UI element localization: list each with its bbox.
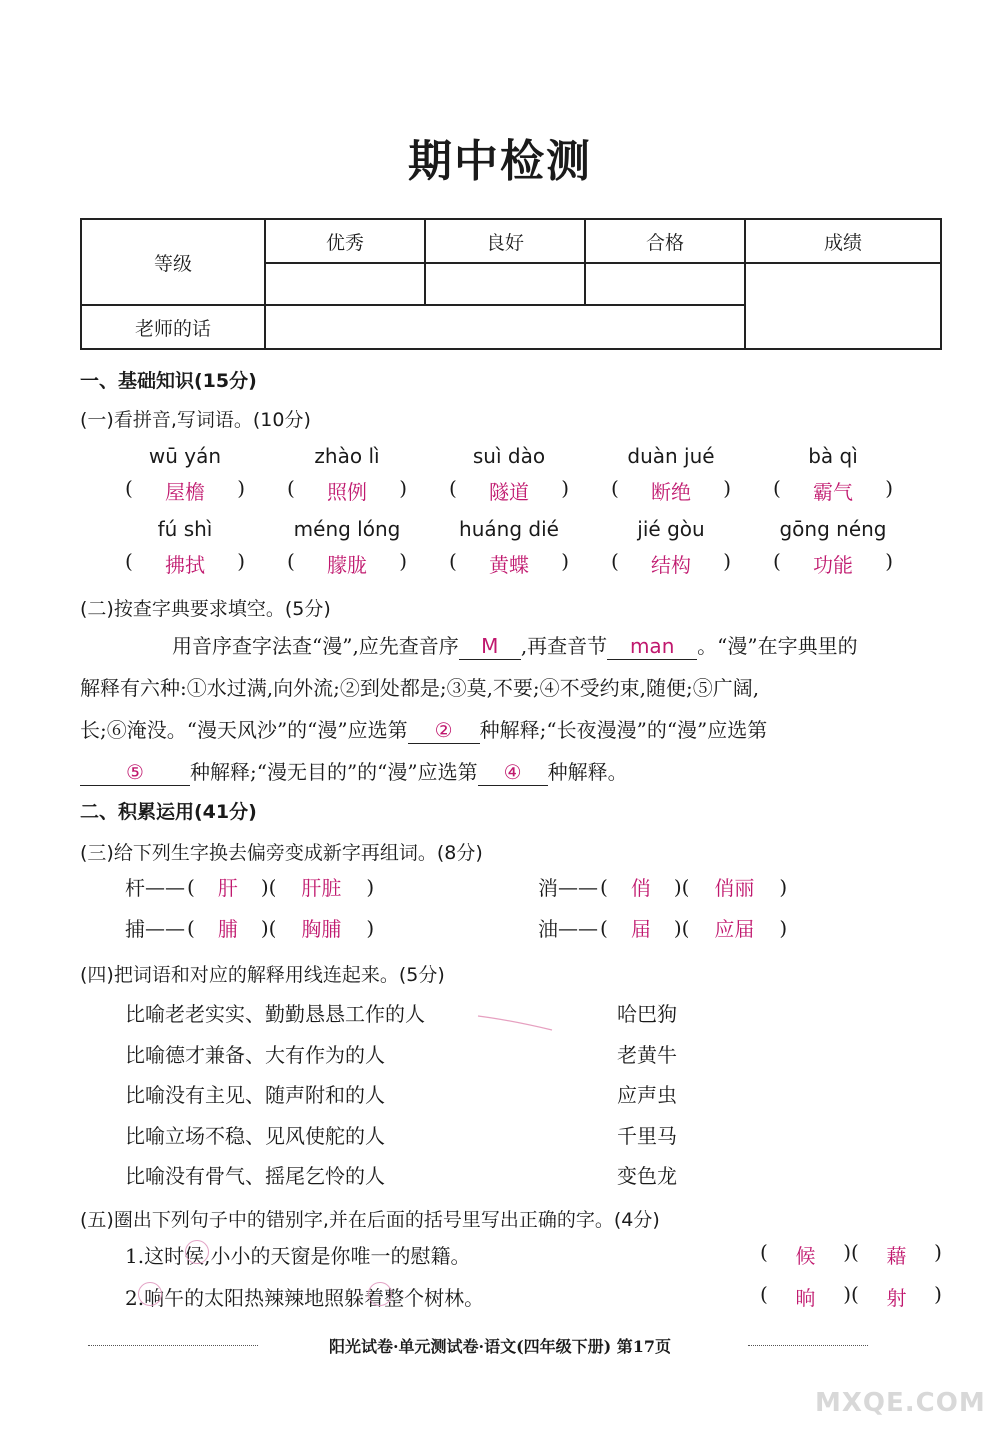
- typo-sentence-0: 1.这时侯,小小的天窗是你唯一的慰籍。: [125, 1244, 471, 1268]
- pinyin-row1-2: suì dào: [472, 444, 546, 468]
- written-word[interactable]: 拂拭: [165, 553, 205, 577]
- pinyin-row2-3: jié gòu: [637, 517, 705, 541]
- word-4[interactable]: 变色龙: [617, 1164, 677, 1188]
- pinyin-row2-4: gōng néng: [779, 517, 887, 541]
- pinyin-row1-4: bà qì: [808, 444, 858, 468]
- open-paren: (: [760, 1240, 768, 1264]
- q2-text-3a: 长;⑥淹没。“漫天风沙”的“漫”应选第: [80, 718, 408, 742]
- close-paren: ): [366, 874, 375, 899]
- q2-text-1a: 用音序查字法查“漫”,应先查音序: [172, 634, 459, 658]
- written-word[interactable]: 断绝: [651, 480, 691, 504]
- open-paren: (: [600, 915, 608, 940]
- close-paren: ): [934, 1282, 942, 1306]
- answer-box-row2-4[interactable]: [773, 549, 893, 578]
- q2-text-3b: 种解释;“长夜漫漫”的“漫”应选第: [479, 718, 768, 742]
- close-paren: ): [399, 549, 407, 573]
- radical-item-0: [125, 872, 374, 901]
- q5-heading: (五)圈出下列句子中的错别字,并在后面的括号里写出正确的字。(4分): [80, 1209, 660, 1231]
- mid-paren: )(: [673, 874, 690, 899]
- level-pass: 合格: [585, 219, 745, 263]
- new-char[interactable]: 脯: [217, 917, 238, 941]
- close-paren: ): [934, 1240, 942, 1264]
- typo-answer-1: [760, 1282, 942, 1311]
- answer-box-row1-3[interactable]: [611, 476, 731, 505]
- written-word[interactable]: 照例: [327, 480, 367, 504]
- excellent-box[interactable]: [265, 263, 425, 305]
- definition-4[interactable]: 比喻没有骨气、摇尾乞怜的人: [125, 1164, 385, 1188]
- typo-circle-mark-1: [138, 1282, 162, 1306]
- answer-box-row1-1[interactable]: [287, 476, 407, 505]
- teacher-comment-box[interactable]: [265, 305, 745, 349]
- correct-char-1[interactable]: 候: [795, 1244, 816, 1268]
- base-char: 捕: [125, 917, 145, 941]
- close-paren: ): [779, 915, 788, 940]
- open-paren: (: [187, 915, 195, 940]
- good-box[interactable]: [425, 263, 585, 305]
- answer-meaning-1[interactable]: ②: [408, 717, 480, 744]
- correct-char-2[interactable]: 射: [886, 1286, 907, 1310]
- q4-heading: (四)把词语和对应的解释用线连起来。(5分): [80, 964, 445, 986]
- pinyin-row2-2: huáng dié: [459, 517, 559, 541]
- written-word[interactable]: 隧道: [489, 480, 529, 504]
- radical-item-3: [538, 913, 787, 942]
- q2-text-4a: 种解释;“漫无目的”的“漫”应选第: [190, 760, 478, 784]
- level-excellent: 优秀: [265, 219, 425, 263]
- open-paren: (: [600, 874, 608, 899]
- close-paren: ): [723, 476, 731, 500]
- base-char: 杆: [125, 876, 145, 900]
- dictionary-paragraph: [80, 626, 942, 792]
- answer-box-row1-0[interactable]: [125, 476, 245, 505]
- dash: ——: [145, 915, 185, 940]
- close-paren: ): [366, 915, 375, 940]
- close-paren: ): [561, 476, 569, 500]
- typo-circle-mark-2: [368, 1282, 392, 1306]
- close-paren: ): [885, 476, 893, 500]
- grade-table: [80, 218, 942, 350]
- definition-2[interactable]: 比喻没有主见、随声附和的人: [125, 1083, 385, 1107]
- open-paren: (: [287, 549, 295, 573]
- new-char[interactable]: 肝: [217, 876, 238, 900]
- written-word[interactable]: 结构: [651, 553, 691, 577]
- mid-paren: )(: [260, 915, 277, 940]
- definition-3[interactable]: 比喻立场不稳、见风使舵的人: [125, 1123, 385, 1148]
- close-paren: ): [723, 549, 731, 573]
- close-paren: ): [237, 549, 245, 573]
- open-paren: (: [611, 476, 619, 500]
- radical-item-2: [125, 913, 374, 942]
- answer-box-row1-2[interactable]: [449, 476, 569, 505]
- base-char: 消: [538, 876, 558, 900]
- answer-box-row2-3[interactable]: [611, 549, 731, 578]
- correct-char-1[interactable]: 晌: [795, 1286, 816, 1310]
- level-good: 良好: [425, 219, 585, 263]
- score-box[interactable]: [745, 263, 941, 349]
- q2-text-1c: 。“漫”在字典里的: [697, 634, 858, 658]
- base-char: 油: [538, 917, 558, 941]
- written-word[interactable]: 黄蝶: [489, 553, 529, 577]
- written-word[interactable]: 屋檐: [165, 480, 205, 504]
- footer-text: 阳光试卷·单元测试卷·语文(四年级下册) 第17页: [328, 1337, 672, 1356]
- close-paren: ): [237, 476, 245, 500]
- open-paren: (: [125, 549, 133, 573]
- answer-meaning-3[interactable]: ④: [478, 759, 548, 786]
- definition-1[interactable]: 比喻德才兼备、大有作为的人: [125, 1042, 385, 1067]
- open-paren: (: [449, 549, 457, 573]
- score-label: 成绩: [745, 219, 941, 263]
- mid-paren: )(: [843, 1240, 859, 1264]
- close-paren: ): [779, 874, 788, 899]
- pencil-stroke: [470, 1010, 560, 1034]
- close-paren: ): [885, 549, 893, 573]
- pinyin-row1-0: wū yán: [148, 444, 222, 468]
- new-char[interactable]: 届: [630, 917, 651, 941]
- new-word[interactable]: 胸脯: [301, 917, 342, 941]
- pinyin-row1-1: zhào lì: [314, 444, 380, 468]
- open-paren: (: [449, 476, 457, 500]
- dash: ——: [558, 915, 598, 940]
- open-paren: (: [125, 476, 133, 500]
- written-word[interactable]: 朦胧: [327, 553, 367, 577]
- mid-paren: )(: [843, 1282, 859, 1306]
- page-title: 期中检测: [408, 136, 592, 187]
- open-paren: (: [187, 874, 195, 899]
- watermark-text: MXQE.COM: [815, 1388, 986, 1418]
- answer-box-row2-0[interactable]: [125, 549, 245, 578]
- close-paren: ): [399, 476, 407, 500]
- close-paren: ): [561, 549, 569, 573]
- written-word[interactable]: 功能: [813, 553, 853, 577]
- pinyin-row2-0: fú shì: [157, 517, 213, 541]
- typo-answer-0: [760, 1240, 942, 1269]
- q2-text-2: 解释有六种:①水过满,向外流;②到处都是;③莫,不要;④不受约束,随便;⑤广阔,: [80, 676, 760, 700]
- mid-paren: )(: [260, 874, 277, 899]
- new-word[interactable]: 俏丽: [714, 876, 755, 900]
- level-label: 等级: [81, 219, 265, 305]
- answer-meaning-2[interactable]: ⑤: [80, 759, 190, 786]
- section2-heading: 二、积累运用(41分): [80, 801, 257, 823]
- new-word[interactable]: 肝脏: [301, 876, 342, 900]
- teacher-label: 老师的话: [81, 305, 265, 349]
- open-paren: (: [611, 549, 619, 573]
- q3-heading: (三)给下列生字换去偏旁变成新字再组词。(8分): [80, 842, 483, 864]
- answer-box-row2-2[interactable]: [449, 549, 569, 578]
- pinyin-row1-3: duàn jué: [627, 444, 715, 468]
- word-1[interactable]: 老黄牛: [617, 1042, 677, 1067]
- word-3[interactable]: 千里马: [617, 1123, 677, 1148]
- word-0[interactable]: 哈巴狗: [617, 1002, 677, 1026]
- pinyin-row2-1: méng lóng: [293, 517, 401, 541]
- open-paren: (: [773, 476, 781, 500]
- definition-0[interactable]: 比喻老老实实、勤勤恳恳工作的人: [125, 1002, 425, 1026]
- open-paren: (: [287, 476, 295, 500]
- answer-initial[interactable]: M: [459, 633, 521, 660]
- open-paren: (: [773, 549, 781, 573]
- section1-heading: 一、基础知识(15分): [80, 370, 257, 392]
- mid-paren: )(: [673, 915, 690, 940]
- q2-text-4b: 种解释。: [547, 760, 628, 784]
- open-paren: (: [760, 1282, 768, 1306]
- typo-sentence-1: 2.响午的太阳热辣辣地照躲着整个树林。: [125, 1286, 485, 1310]
- answer-syllable[interactable]: man: [607, 633, 697, 660]
- q2-text-1b: ,再查音节: [520, 634, 608, 658]
- q1-heading: (一)看拼音,写词语。(10分): [80, 409, 311, 431]
- word-2[interactable]: 应声虫: [617, 1083, 677, 1107]
- pass-box[interactable]: [585, 263, 745, 305]
- radical-item-1: [538, 872, 787, 901]
- written-word[interactable]: 霸气: [813, 480, 853, 504]
- correct-char-2[interactable]: 藉: [886, 1244, 907, 1268]
- new-char[interactable]: 俏: [630, 876, 651, 900]
- answer-box-row1-4[interactable]: [773, 476, 893, 505]
- footer-dots-right: [748, 1345, 868, 1346]
- q2-heading: (二)按查字典要求填空。(5分): [80, 598, 331, 620]
- dash: ——: [145, 874, 185, 899]
- new-word[interactable]: 应届: [714, 917, 755, 941]
- dash: ——: [558, 874, 598, 899]
- answer-box-row2-1[interactable]: [287, 549, 407, 578]
- typo-circle-mark-0: [185, 1240, 209, 1264]
